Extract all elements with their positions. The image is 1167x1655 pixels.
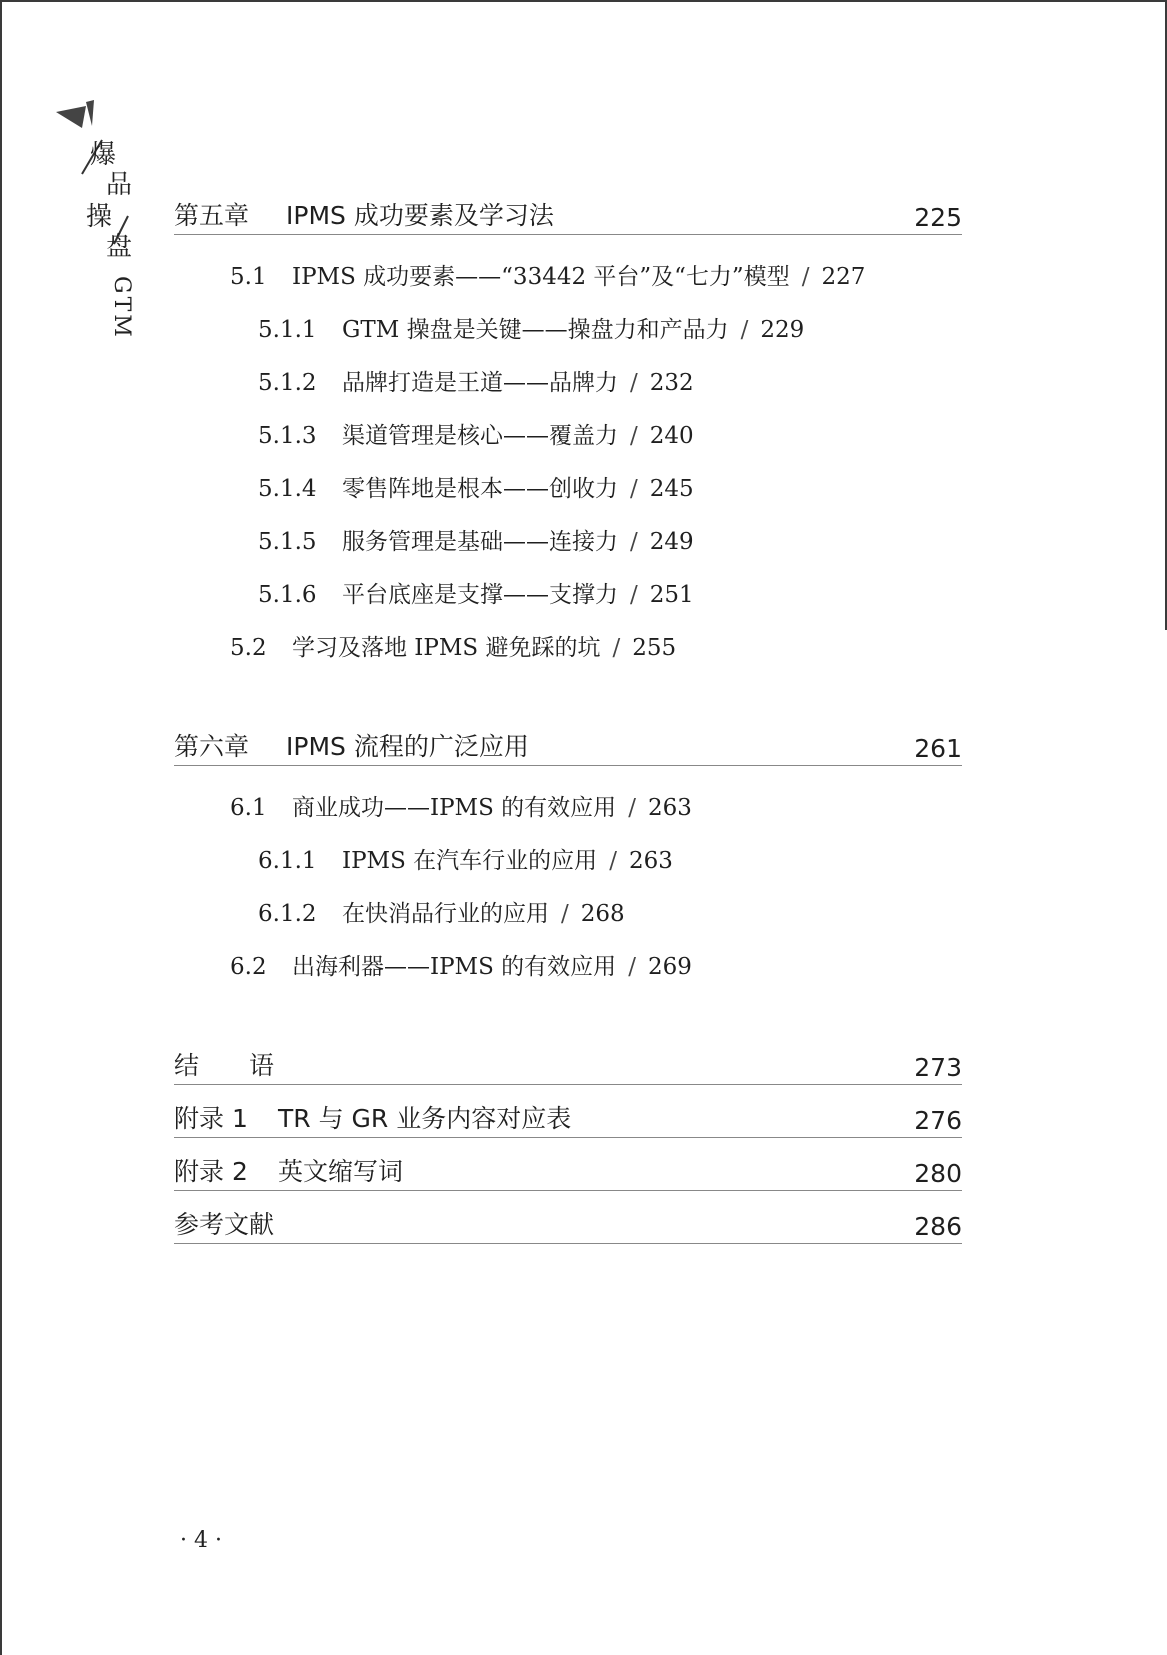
entry-page: 263	[628, 848, 673, 874]
toc-references[interactable]	[174, 1207, 962, 1244]
chapter-title: IPMS 流程的广泛应用	[286, 732, 529, 761]
entry-number: 6.1.1	[258, 848, 317, 874]
entry-number: 5.2	[230, 635, 267, 661]
entry-separator: /	[612, 635, 621, 661]
toc-entry-6-2[interactable]	[230, 948, 692, 981]
entry-title: 出海利器——IPMS 的有效应用	[292, 954, 617, 980]
toc-appendix-1[interactable]	[174, 1101, 962, 1138]
page-edge-left	[0, 0, 2, 1655]
back-label: 参考文献	[174, 1210, 275, 1239]
toc-entry-5-1-4[interactable]	[258, 470, 694, 503]
back-page: 286	[914, 1212, 962, 1241]
entry-title: IPMS 在汽车行业的应用	[342, 848, 598, 874]
toc-entry-6-1[interactable]	[230, 789, 692, 822]
entry-page: 251	[649, 582, 694, 608]
entry-title: 商业成功——IPMS 的有效应用	[292, 795, 617, 821]
chapter-page: 261	[914, 734, 962, 763]
entry-page: 245	[649, 476, 694, 502]
side-char-1: 爆	[90, 140, 117, 170]
entry-number: 6.1	[230, 795, 267, 821]
back-label: 附录 2	[174, 1157, 248, 1186]
entry-separator: /	[740, 317, 749, 343]
toc-entry-5-2[interactable]	[230, 629, 676, 662]
chapter-label: 第五章	[174, 201, 250, 230]
entry-page: 227	[821, 264, 866, 290]
entry-separator: /	[609, 848, 617, 874]
chapter-title: IPMS 成功要素及学习法	[286, 201, 554, 230]
side-char-3: 操	[86, 202, 113, 232]
toc-appendix-2[interactable]	[174, 1154, 962, 1191]
entry-title: 零售阵地是根本——创收力	[342, 476, 618, 502]
toc-entry-5-1-6[interactable]	[258, 576, 694, 609]
side-char-2: 品	[106, 170, 133, 200]
back-page: 273	[914, 1053, 962, 1082]
entry-separator: /	[630, 370, 638, 396]
entry-page: 229	[760, 317, 805, 343]
chapter-page: 225	[914, 203, 962, 232]
entry-separator: /	[628, 795, 636, 821]
slash-decoration	[56, 98, 146, 258]
entry-page: 263	[647, 795, 692, 821]
side-char-4: 盘	[106, 232, 133, 262]
entry-title: 平台底座是支撑——支撑力	[342, 582, 618, 608]
entry-separator: /	[561, 901, 569, 927]
entry-page: 269	[647, 954, 692, 980]
entry-number: 5.1.6	[258, 582, 317, 608]
side-gtm-label: GTM	[109, 276, 134, 340]
toc-entry-6-1-2[interactable]	[258, 895, 625, 928]
entry-number: 5.1.3	[258, 423, 317, 449]
toc-entry-5-1[interactable]	[230, 258, 865, 291]
entry-number: 5.1	[230, 264, 267, 290]
back-page: 280	[914, 1159, 962, 1188]
entry-separator: /	[630, 529, 638, 555]
back-label: 附录 1	[174, 1104, 248, 1133]
entry-page: 249	[649, 529, 694, 555]
entry-title: 在快消品行业的应用	[342, 901, 549, 927]
entry-number: 5.1.4	[258, 476, 317, 502]
entry-title: 品牌打造是王道——品牌力	[342, 370, 618, 396]
toc-entry-5-1-2[interactable]	[258, 364, 694, 397]
entry-page: 255	[632, 635, 677, 661]
page-edge-top	[0, 0, 1167, 2]
entry-title: 学习及落地 IPMS 避免踩的坑	[292, 635, 601, 661]
entry-number: 6.1.2	[258, 901, 317, 927]
toc-conclusion[interactable]	[174, 1048, 962, 1085]
entry-page: 268	[580, 901, 625, 927]
back-page: 276	[914, 1106, 962, 1135]
entry-title: IPMS 成功要素——“33442 平台”及“七力”模型	[292, 264, 790, 290]
entry-separator: /	[628, 954, 636, 980]
back-title: TR 与 GR 业务内容对应表	[278, 1104, 572, 1133]
entry-number: 5.1.2	[258, 370, 317, 396]
chapter-5-heading[interactable]	[174, 198, 962, 235]
back-label: 结 语	[174, 1051, 275, 1080]
toc-entry-6-1-1[interactable]	[258, 842, 673, 875]
entry-number: 6.2	[230, 954, 267, 980]
back-title: 英文缩写词	[278, 1157, 404, 1186]
entry-title: GTM 操盘是关键——操盘力和产品力	[342, 317, 729, 343]
entry-separator: /	[630, 582, 638, 608]
entry-page: 240	[649, 423, 694, 449]
entry-number: 5.1.1	[258, 317, 317, 343]
toc-entry-5-1-1[interactable]	[258, 311, 804, 344]
entry-number: 5.1.5	[258, 529, 317, 555]
entry-title: 服务管理是基础——连接力	[342, 529, 618, 555]
entry-separator: /	[630, 476, 638, 502]
toc-entry-5-1-3[interactable]	[258, 417, 694, 450]
toc-entry-5-1-5[interactable]	[258, 523, 694, 556]
entry-separator: /	[801, 264, 810, 290]
entry-title: 渠道管理是核心——覆盖力	[342, 423, 618, 449]
chapter-6-heading[interactable]	[174, 729, 962, 766]
entry-page: 232	[649, 370, 694, 396]
entry-separator: /	[630, 423, 638, 449]
chapter-label: 第六章	[174, 732, 250, 761]
page-number: · 4 ·	[180, 1528, 222, 1553]
